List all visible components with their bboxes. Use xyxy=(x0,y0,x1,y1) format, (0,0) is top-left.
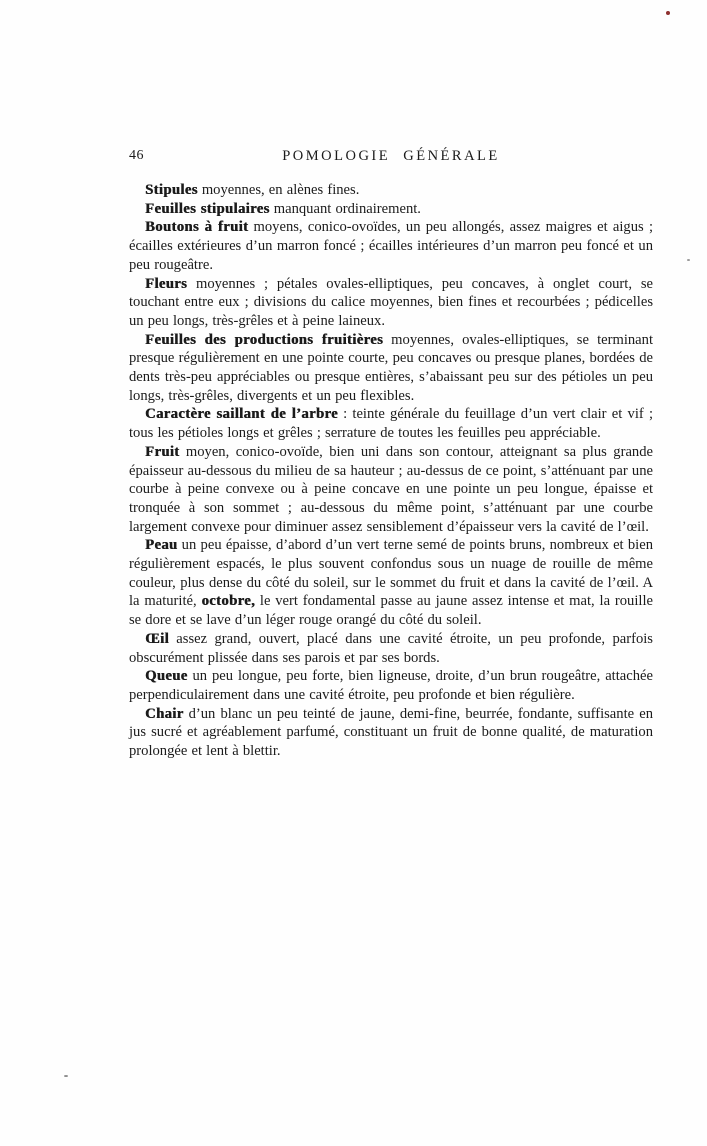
paragraph-text: un peu longue, peu forte, bien ligneuse, droite, d’un brun rougeâtre, attachée perpendiculairement dans une cavité étroite, peu profonde et bien régulière. xyxy=(129,668,653,703)
paragraph-text: moyens, conico-ovoïdes, un peu allongés, assez maigres et aigus ; écailles extérieures d’un marron foncé ; écailles intérieures d’un marron peu foncé et un peu rougeâtre. xyxy=(129,219,654,273)
paragraph xyxy=(129,181,653,200)
paragraph-text: moyennes ; pétales ovales-elliptiques, peu concaves, à onglet court, se touchant entre eux ; divisions du calice moyennes, bien fines et recourbées ; pédicelles un peu longs, très-grêles et à peine laineux. xyxy=(129,275,653,329)
paragraph-text: le vert fondamental passe au jaune assez intense et mat, la rouille se dore et se lave d’un léger rouge orangé du côté du soleil. xyxy=(129,593,653,629)
paragraph-text: assez grand, ouvert, placé dans une cavité étroite, un peu profonde, parfois obscurément plissée dans ses parois et par ses bords. xyxy=(129,630,653,666)
scan-speck xyxy=(64,1075,68,1077)
paragraph xyxy=(129,443,653,537)
paragraph-lead: octobre, xyxy=(201,593,256,610)
paragraph-text: moyennes, ovales-elliptiques, se terminant presque régulièrement en une pointe courte, peu concaves ou presque planes, bordées de dents très-peu appréciables ou presque entières, s’abaissant peu sur des pétioles un peu longs, très-grêles, divergents et un peu flexibles. xyxy=(129,331,653,404)
scan-mark-red xyxy=(666,11,670,15)
running-title: POMOLOGIE GÉNÉRALE xyxy=(282,148,500,164)
page-header xyxy=(129,148,653,167)
scan-speck xyxy=(687,259,690,261)
paragraph-text: : teinte générale du feuillage d’un vert clair et vif ; tous les pétioles longs et grêles ; serrature de toutes les feuilles peu appréciable. xyxy=(129,406,654,442)
paragraph-lead: Feuilles stipulaires xyxy=(145,200,270,217)
paragraph xyxy=(129,331,653,406)
paragraph-text: manquant ordinairement. xyxy=(269,200,421,217)
paragraph-text: d’un blanc un peu teinté de jaune, demi-fine, beurrée, fondante, suffisante en jus sucré et agréablement parfumé, constituant un fruit de bonne qualité, de maturation prolongée et lent à blettir. xyxy=(129,705,653,760)
paragraph-lead: Boutons à fruit xyxy=(145,219,249,236)
paragraph xyxy=(129,218,653,274)
paragraph-lead: Fleurs xyxy=(145,275,188,292)
paragraph xyxy=(129,667,653,704)
paragraph-text: moyennes, en alènes fines. xyxy=(197,182,360,198)
paragraph-text: moyen, conico-ovoïde, bien uni dans son contour, atteignant sa plus grande épaisseur au-dessous du milieu de sa hauteur ; au-dessus de ce point, s’atténuant par une courbe à peine convexe ou à peine concave en une pointe un peu longue, épaisse et tronquée à son sommet ; au-dessous du même point, s’atténuant par une courbe largement convexe pour diminuer assez sensiblement d’épaisseur vers la cavité de l’œil. xyxy=(129,443,653,535)
paragraph xyxy=(129,405,653,442)
paragraph-lead: Caractère saillant de l’arbre xyxy=(145,406,338,423)
paragraph xyxy=(129,536,653,630)
text-block xyxy=(129,148,653,761)
paragraph-lead: Fruit xyxy=(145,443,180,460)
paragraphs xyxy=(129,181,653,761)
paragraph-text: un peu épaisse, d’abord d’un vert terne semé de points bruns, nombreux et bien régulièrement espacés, le plus souvent confondus sous un nuage de rouille de même couleur, plus dense du côté du soleil, sur le sommet du fruit et dans la cavité de l’œil. A la maturité, xyxy=(129,537,653,610)
paragraph-lead: Œil xyxy=(145,630,169,647)
paragraph-lead: Queue xyxy=(145,668,188,685)
paragraph xyxy=(129,200,653,219)
paragraph-lead: Stipules xyxy=(145,182,198,198)
paragraph xyxy=(129,705,653,761)
paragraph-lead: Chair xyxy=(145,705,184,722)
paragraph-lead: Feuilles des productions fruitières xyxy=(145,331,384,348)
paragraph-lead: Peau xyxy=(145,537,178,554)
paragraph xyxy=(129,630,653,667)
page-number: 46 xyxy=(129,148,144,163)
paragraph xyxy=(129,275,653,331)
